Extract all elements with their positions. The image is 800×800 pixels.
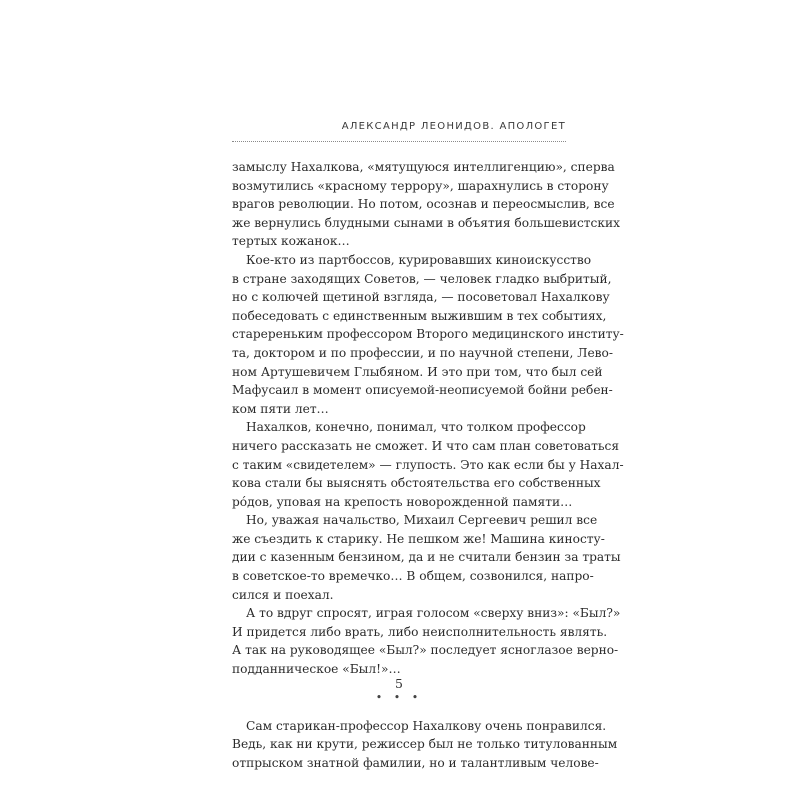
text-line: И придется либо врать, либо неисполнительность являть.	[232, 624, 608, 639]
section-separator: • • •	[375, 690, 423, 704]
text-line: сился и поехал.	[232, 587, 334, 602]
text-line: дии с казенным бензином, да и не считали бензин за траты	[232, 550, 621, 565]
text-line: в советское-то времечко… В общем, созвонился, напро-	[232, 569, 594, 584]
page-number: 5	[395, 676, 403, 691]
running-head: АЛЕКСАНДР ЛЕОНИДОВ. АПОЛОГЕТ	[341, 121, 566, 132]
text-line: А то вдруг спросят, играя голосом «сверху вниз»: «Был?»	[246, 606, 621, 621]
dotted-rule	[232, 141, 566, 142]
text-line: ничего рассказать не сможет. И что сам план советоваться	[232, 438, 620, 453]
text-line: в стране заходящих Советов, — человек гладко выбритый,	[232, 271, 612, 286]
text-line: с таким «свидетелем» — глупость. Это как если бы у Нахал-	[232, 457, 624, 472]
text-line: тертых кожанок…	[232, 234, 350, 249]
text-line: ном Артушевичем Глыбяном. И это при том, что был сей	[232, 364, 603, 379]
text-line: замыслу Нахалкова, «мятущуюся интеллигенцию», сперва	[232, 160, 615, 174]
text-line: Нахалков, конечно, понимал, что толком профессор	[246, 420, 586, 435]
text-line: рóдов, уповая на крепость новорожденной памяти…	[232, 494, 573, 509]
text-line: побеседовать с единственным выжившим в тех событиях,	[232, 308, 607, 323]
text-line: Кое-кто из партбоссов, курировавших киноискусство	[246, 252, 592, 267]
text-line: А так на руководящее «Был?» последует ясноглазое верно-	[232, 643, 619, 658]
text-line: Но, уважая начальство, Михаил Сергеевич решил все	[246, 513, 598, 528]
text-line: кова стали бы выяснять обстоятельства его собственных	[232, 476, 601, 491]
text-line: та, доктором и по профессии, и по научной степени, Лево-	[232, 345, 613, 360]
text-line: но с колючей щетиной взгляда, — посоветовал Нахалкову	[232, 290, 610, 305]
text-line: Мафусаил в момент описуемой-неописуемой бойни ребен-	[232, 383, 613, 398]
text-line: же съездить к старику. Не пешком же! Машина киносту-	[232, 531, 605, 546]
text-line: старереньким профессором Второго медицинского институ-	[232, 327, 624, 342]
text-line: же вернулись блудными сынами в объятия большевистских	[232, 215, 620, 230]
text-line: Сам старикан-профессор Нахалкову очень понравился.	[246, 718, 607, 733]
text-line: Ведь, как ни крути, режиссер был не только титулованным	[232, 737, 618, 752]
text-line: врагов революции. Но потом, осознав и переосмыслив, все	[232, 197, 615, 212]
text-line: ком пяти лет…	[232, 401, 329, 416]
text-line: подданническое «Был!»…	[232, 662, 401, 677]
text-line: отпрыском знатной фамилии, но и талантливым челове-	[232, 755, 599, 770]
text-line: возмутились «красному террору», шарахнулись в сторону	[232, 178, 609, 193]
